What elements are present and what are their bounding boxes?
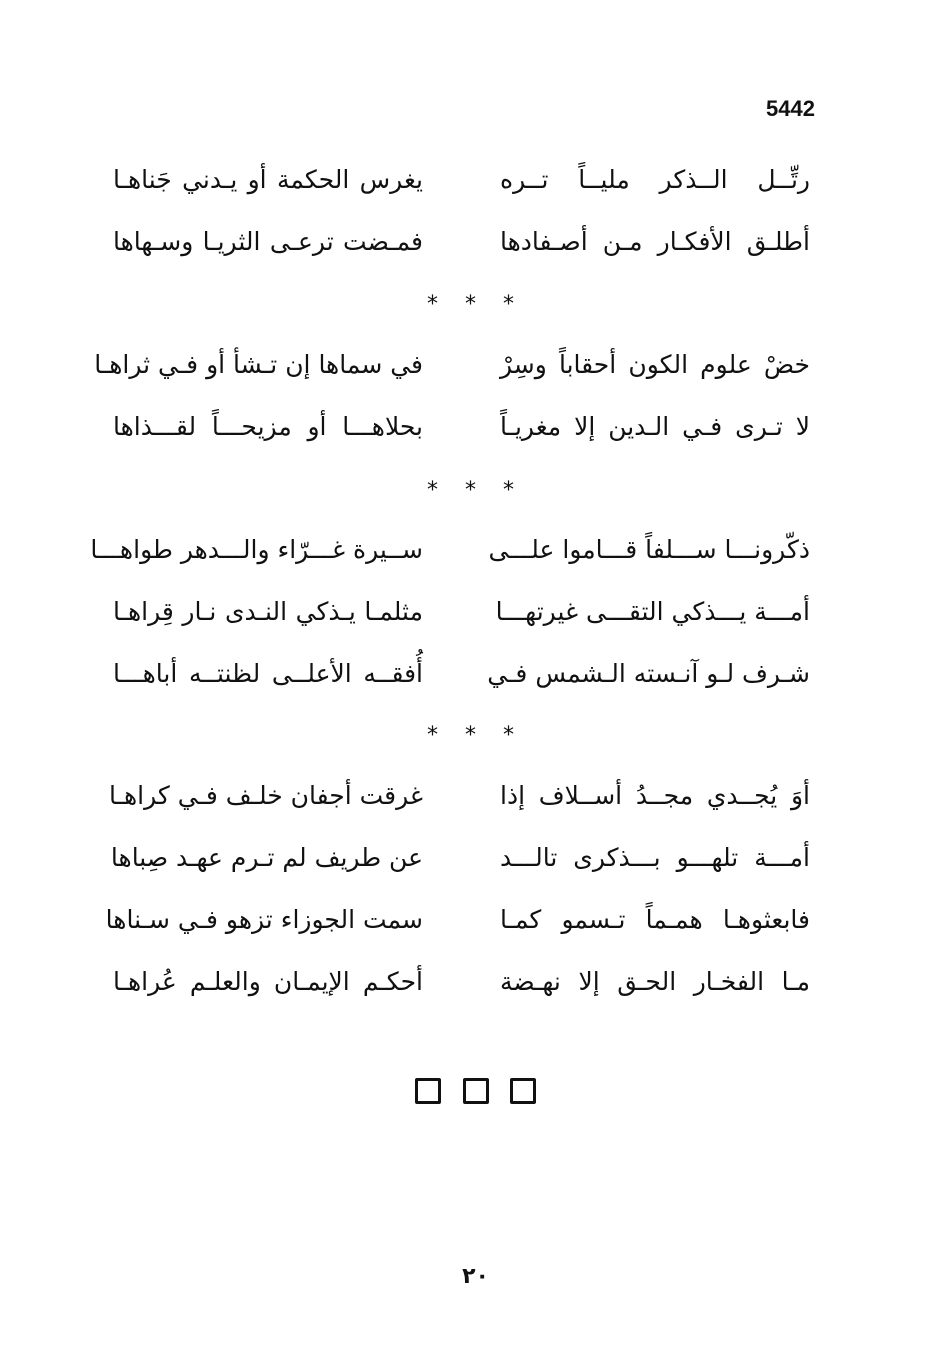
second-hemistich: أُفقــه الأعلــى لظنتــه أباهـــا	[113, 659, 423, 688]
second-hemistich: ســيرة غـــرّاء والـــدهر طواهـــا	[90, 535, 423, 564]
first-hemistich: أطلـق الأفكـار مـن أصـفادها	[500, 227, 810, 256]
end-of-poem-mark	[0, 1078, 951, 1108]
first-hemistich: مـا الفخـار الحـق إلا نهـضة	[500, 967, 810, 996]
second-hemistich: في سماها إن تـشأ أو فـي ثراهـا	[94, 350, 423, 379]
first-hemistich: خضْ علوم الكون أحقاباً وسِرْ	[500, 350, 810, 379]
first-hemistich: أمـــة تلهـــو بـــذكرى تالـــد	[500, 843, 810, 872]
second-hemistich: أحكـم الإيمـان والعلـم عُراهـا	[113, 967, 423, 996]
stanza-2	[0, 345, 951, 469]
first-hemistich: أوَ يُجــدي مجــدُ أســلاف إذا	[500, 781, 810, 810]
stanza-separator: * * *	[427, 478, 524, 503]
verse	[0, 592, 951, 654]
stanza-separator: * * *	[427, 723, 524, 748]
second-hemistich: يغرس الحكمة أو يـدني جَناهـا	[113, 165, 423, 194]
second-hemistich: فمـضت ترعـى الثريـا وسـهاها	[113, 227, 423, 256]
stanza-separator: * * *	[427, 292, 524, 317]
first-hemistich: رتِّــل الــذكر مليــاً تــره	[500, 165, 810, 194]
page-number-top: 5442	[766, 96, 815, 121]
first-hemistich: أمـــة يـــذكي التقـــى غيرتهـــا	[495, 597, 810, 626]
verse	[0, 776, 951, 838]
end-box-icon	[463, 1078, 489, 1104]
stanza-4	[0, 776, 951, 1024]
end-box-icon	[415, 1078, 441, 1104]
verse	[0, 838, 951, 900]
page-number-bottom: ٢٠	[462, 1264, 489, 1289]
first-hemistich: فابعثوهـا همـماً تـسمو كمـا	[500, 905, 810, 934]
first-hemistich: شـرف لـو آنـسته الـشمس فـي	[487, 659, 810, 688]
end-box-icon	[510, 1078, 536, 1104]
second-hemistich: غرقت أجفان خلـف فـي كراهـا	[109, 781, 423, 810]
verse	[0, 407, 951, 469]
verse	[0, 345, 951, 407]
first-hemistich: لا تـرى فـي الـدين إلا مغريـاً	[500, 412, 810, 441]
verse	[0, 530, 951, 592]
second-hemistich: مثلمـا يـذكي النـدى نـار قِراهـا	[113, 597, 423, 626]
second-hemistich: بحلاهـــا أو مزيحـــاً لقـــذاها	[113, 412, 423, 441]
verse	[0, 654, 951, 716]
verse	[0, 222, 951, 284]
verse	[0, 160, 951, 222]
second-hemistich: سمت الجوزاء تزهو فـي سـناها	[105, 905, 423, 934]
stanza-1	[0, 160, 951, 284]
verse	[0, 962, 951, 1024]
verse	[0, 900, 951, 962]
first-hemistich: ذكّرونـــا ســـلفاً قـــاموا علـــى	[488, 535, 810, 564]
second-hemistich: عن طريف لم تـرم عهـد صِباها	[110, 843, 423, 872]
stanza-3	[0, 530, 951, 716]
